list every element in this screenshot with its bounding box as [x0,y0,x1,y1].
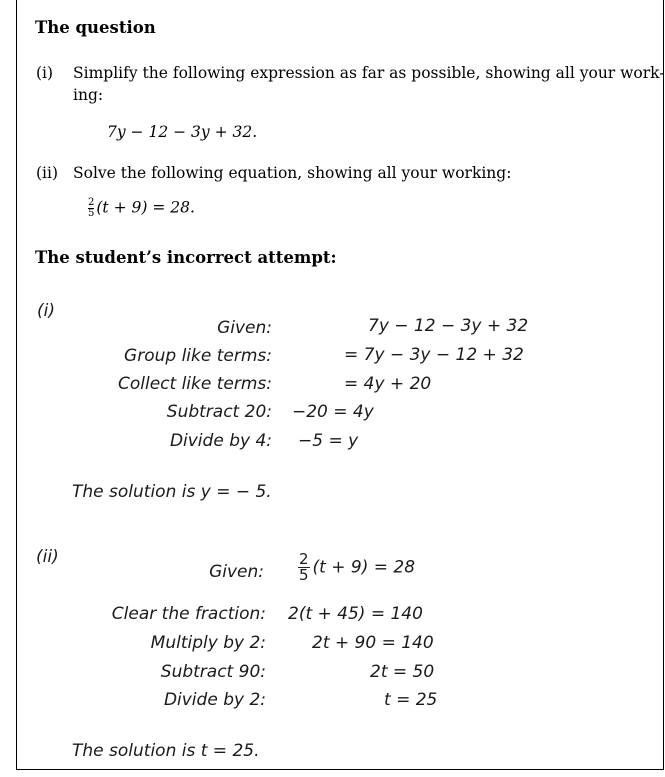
question-heading: The question [35,18,156,37]
attempt-part1-step-label: Divide by 4: [169,431,272,451]
attempt-part1-step-math: = 4y + 20 [344,374,432,394]
attempt-part2-given-label: Given: [209,562,264,582]
fraction-two-fifths-handwritten: $\frac{2}{5}$ [299,550,309,584]
attempt-part1-label: (i) [37,301,55,321]
attempt-part2-step-math: 2(t + 45) = 140 [288,604,423,624]
fraction-two-fifths: $\frac{2}{5}$ [88,197,95,219]
question-part2-label: (ii) [36,164,59,182]
attempt-part2-step-label: Divide by 2: [163,690,266,710]
attempt-part1-step-label: Group like terms: [124,346,272,366]
attempt-part2-step-label: Multiply by 2: [150,633,266,653]
attempt-part2-given-math: $\frac{2}{5}$ (t + 9) = 28 [299,550,416,584]
attempt-part2-step-math: 2t + 90 = 140 [312,633,434,653]
attempt-part1-step-math: −5 = y [298,431,359,451]
attempt-part2-label: (ii) [36,547,59,567]
question-part2-equation: $\frac{2}{5}$ (t + 9) = 28. [88,197,195,219]
question-part1-label: (i) [36,64,54,82]
attempt-part1-step-label: Given: [217,318,272,338]
attempt-part1-step-label: Collect like terms: [117,374,272,394]
attempt-part1-step-math: = 7y − 3y − 12 + 32 [344,345,524,365]
attempt-part1-step-math: −20 = 4y [292,402,374,422]
attempt-part1-step-label: Subtract 20: [166,402,272,422]
attempt-part2-solution: The solution is t = 25. [72,741,260,761]
attempt-part2-step-label: Subtract 90: [160,662,266,682]
question-part1-text-line1: Simplify the following expression as far as possible, showing all your work- [73,64,665,82]
question-part2-text: Solve the following equation, showing all your working: [73,164,512,182]
question-part1-text-line2: ing: [73,86,104,104]
attempt-part2-step-math: t = 25 [384,690,438,710]
attempt-part2-step-label: Clear the fraction: [111,604,266,624]
attempt-part1-step-math: 7y − 12 − 3y + 32 [368,316,529,336]
attempt-heading: The student’s incorrect attempt: [35,248,337,267]
attempt-part1-solution: The solution is y = − 5. [72,482,272,502]
question-part1-expression: 7y − 12 − 3y + 32. [107,123,258,141]
attempt-part2-step-math: 2t = 50 [370,662,435,682]
